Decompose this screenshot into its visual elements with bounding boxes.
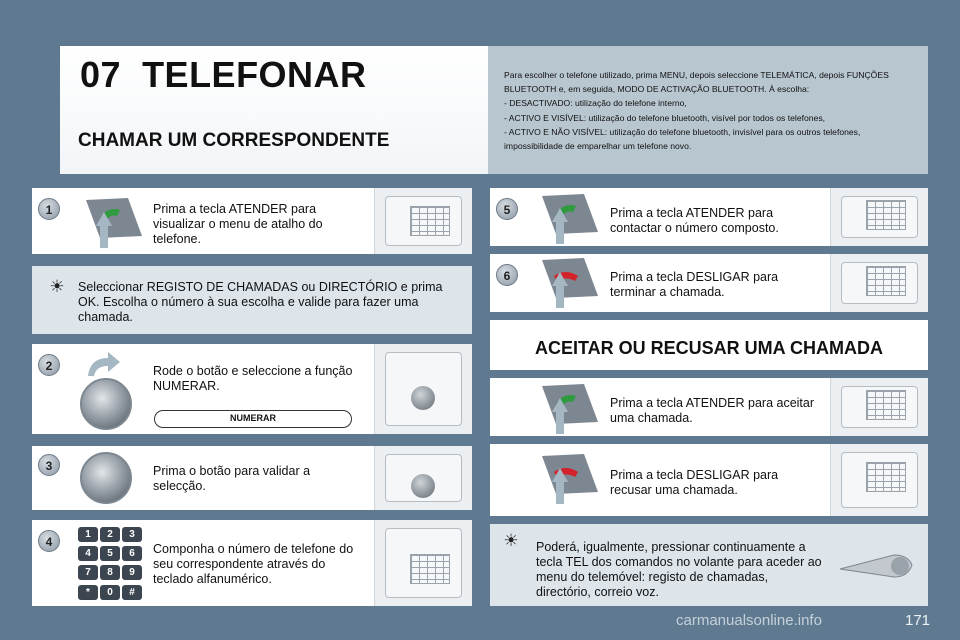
phone-hangup-icon <box>540 256 600 310</box>
keypad-key: 2 <box>100 527 120 542</box>
keypad-key: * <box>78 585 98 600</box>
screen-thumb <box>830 444 928 516</box>
page-number: 171 <box>905 612 931 629</box>
step-6-text: Prima a tecla DESLIGAR para terminar a chamada. <box>610 270 779 299</box>
info-line: - DESACTIVADO: utilização do telefone interno, <box>504 98 687 109</box>
step-badge-3: 3 <box>38 454 60 476</box>
screen-thumb <box>374 446 472 510</box>
numerar-label: NUMERAR <box>154 410 352 428</box>
rotary-knob <box>80 452 132 504</box>
phone-answer-icon <box>540 192 600 246</box>
keypad-key: 1 <box>78 527 98 542</box>
info-box <box>488 46 928 174</box>
keypad-key: 3 <box>122 527 142 542</box>
step-badge-1: 1 <box>38 198 60 220</box>
alphanumeric-keypad <box>76 527 144 603</box>
step-2-text: Rode o botão e seleccione a função NUMERAR. <box>153 364 353 393</box>
step-4-text: Componha o número de telefone do seu correspondente através do teclado alfanumérico. <box>153 542 354 586</box>
watermark: carmanualsonline.info <box>676 612 822 629</box>
keypad-key: # <box>122 585 142 600</box>
screen-thumb <box>374 344 472 434</box>
info-line: BLUETOOTH e, em seguida, MODO DE ACTIVAÇÃO BLUETOOTH. À escolha: <box>504 84 810 95</box>
step-1-text: Prima a tecla ATENDER para visualizar o menu de atalho do telefone. <box>153 202 323 246</box>
keypad-key: 9 <box>122 565 142 580</box>
section-title-call: CHAMAR UM CORRESPONDENTE <box>78 130 390 151</box>
step-badge-5: 5 <box>496 198 518 220</box>
screen-thumb <box>374 520 472 606</box>
screen-thumb <box>374 188 472 254</box>
sun-icon: ☀ <box>49 277 65 296</box>
step-badge-4: 4 <box>38 530 60 552</box>
section-title-accept: ACEITAR OU RECUSAR UMA CHAMADA <box>535 338 883 358</box>
tel-tip-text: Poderá, igualmente, pressionar continuamente a tecla TEL dos comandos no volante para aceder ao menu do telemóvel: registo de chamadas, directório, correio voz. <box>536 540 822 599</box>
phone-answer-icon <box>540 382 600 436</box>
steering-stalk-icon <box>838 535 918 595</box>
step-5-text: Prima a tecla ATENDER para contactar o número composto. <box>610 206 779 235</box>
sun-icon: ☀ <box>503 531 519 550</box>
keypad-key: 7 <box>78 565 98 580</box>
info-line: Para escolher o telefone utilizado, prima MENU, depois seleccione TELEMÁTICA, depois FUNÇÕES <box>504 70 889 80</box>
keypad-key: 5 <box>100 546 120 561</box>
keypad-key: 0 <box>100 585 120 600</box>
screen-thumb <box>830 254 928 312</box>
screen-thumb <box>830 188 928 246</box>
info-line: - ACTIVO E NÃO VISÍVEL: utilização do telefone bluetooth, invisível para os outros telefones, <box>504 126 861 137</box>
info-line: - ACTIVO E VISÍVEL: utilização do telefone bluetooth, visível por todos os telefones, <box>504 112 826 123</box>
tip-text: Seleccionar REGISTO DE CHAMADAS ou DIRECTÓRIO e prima OK. Escolha o número à sua escolha e valide para fazer uma chamada. <box>78 280 443 324</box>
phone-answer-icon <box>84 196 144 250</box>
step-badge-6: 6 <box>496 264 518 286</box>
keypad-key: 6 <box>122 546 142 561</box>
answer-text: Prima a tecla ATENDER para aceitar uma chamada. <box>610 396 815 425</box>
page-title: 07 TELEFONAR <box>80 54 367 95</box>
rotate-arrow-icon <box>84 350 124 380</box>
reject-text: Prima a tecla DESLIGAR para recusar uma chamada. <box>610 468 779 497</box>
keypad-key: 8 <box>100 565 120 580</box>
keypad-key: 4 <box>78 546 98 561</box>
rotary-knob <box>80 378 132 430</box>
screen-thumb <box>830 378 928 436</box>
step-3-text: Prima o botão para validar a selecção. <box>153 464 311 493</box>
info-line: impossibilidade de emparelhar um telefone novo. <box>504 141 692 152</box>
step-badge-2: 2 <box>38 354 60 376</box>
phone-hangup-icon <box>540 452 600 506</box>
